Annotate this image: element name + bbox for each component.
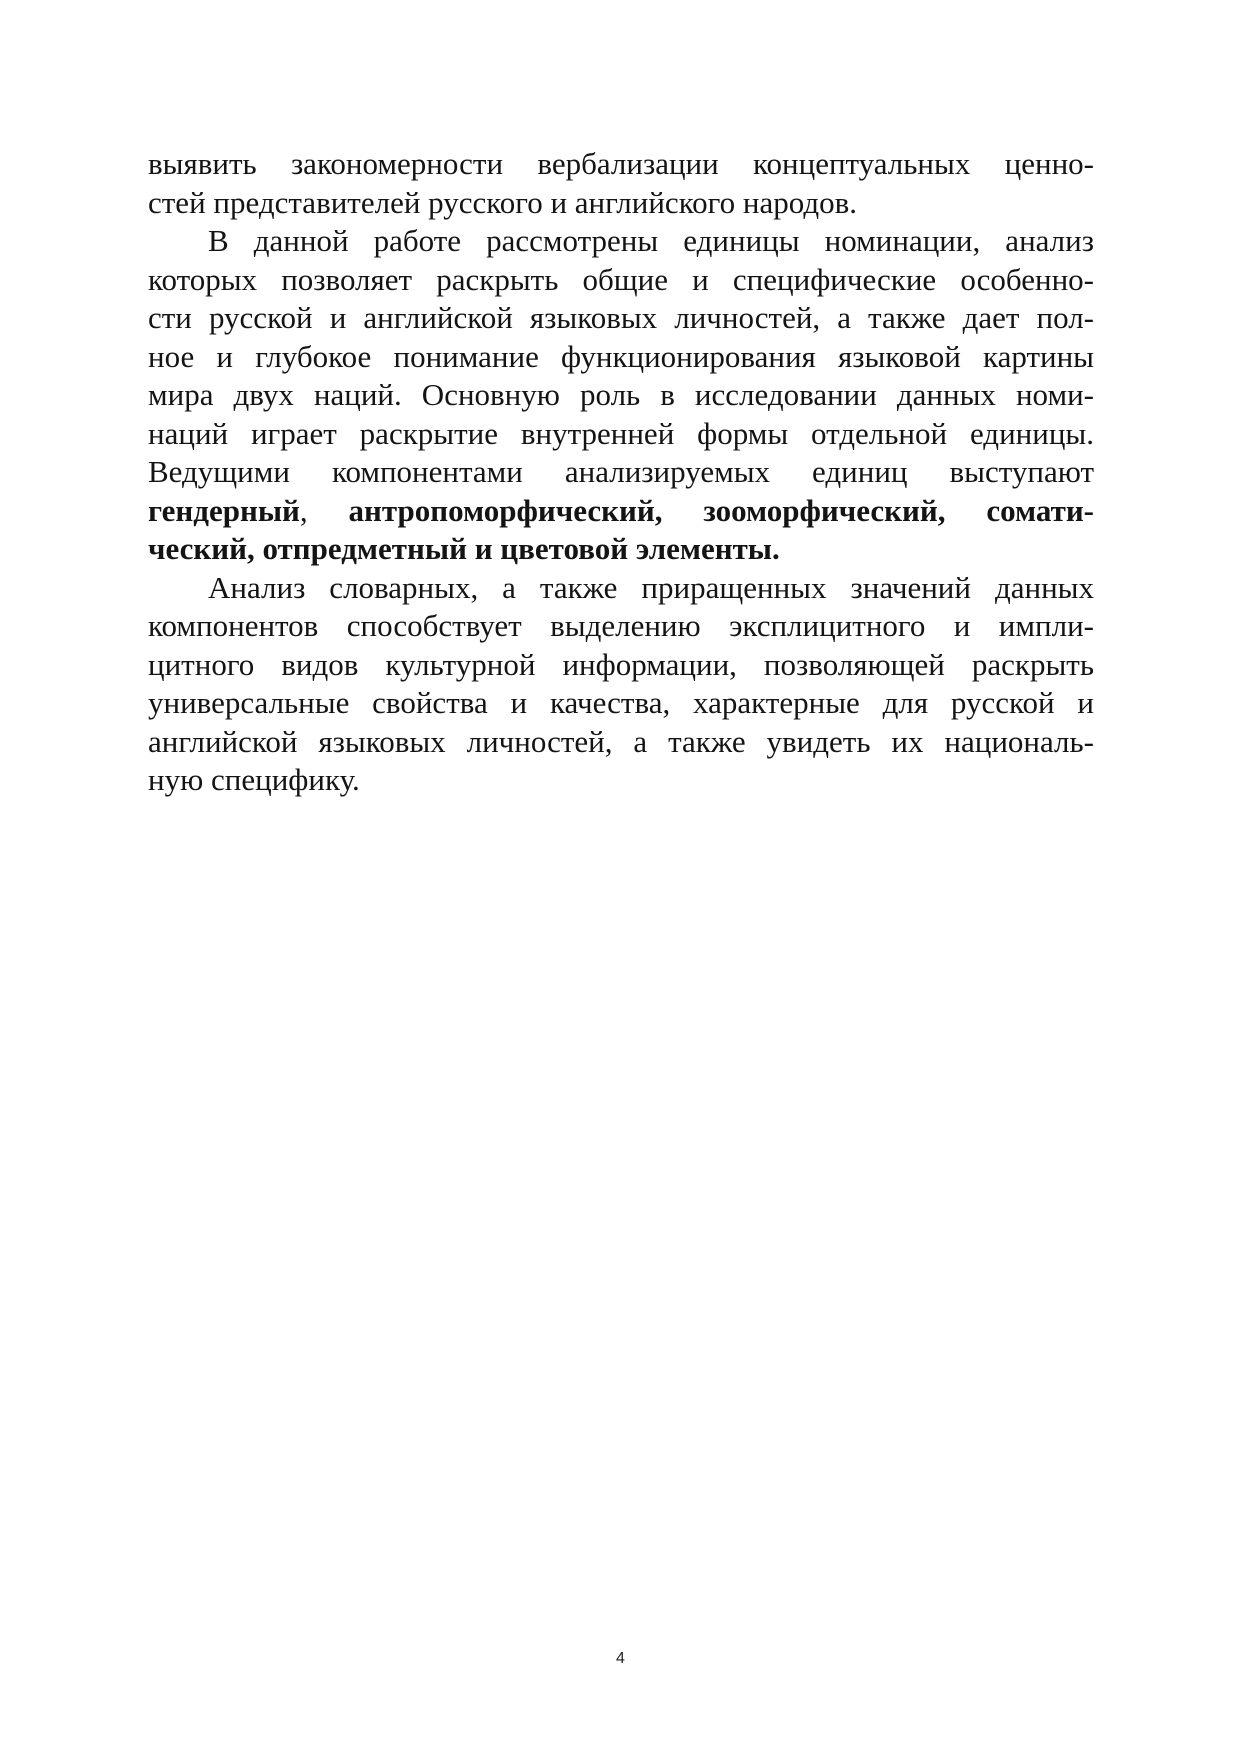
text-line: наций играет раскрытие внутренней формы отдельной единицы. [148,415,1094,451]
text-line: сти русской и английской языковых личностей, а также дает пол- [148,300,1094,335]
body-text [148,145,1094,800]
text-line-bold-terms [148,530,1094,569]
text-line: универсальные свойства и качества, характерные для русской и [148,685,1094,720]
text-line: цитного видов культурной информации, позволяющей раскрыть [148,646,1094,682]
text-line: компонентов способствует выделению эксплицитного и импли- [148,608,1094,643]
text-line: Ведущими компонентами анализируемых единиц выступают [148,454,1094,489]
text-line: которых позволяет раскрыть общие и специфические особенно- [148,261,1094,297]
text-line: английской языковых личностей, а также увидеть их националь- [148,723,1094,759]
bold-term: ческий, отпредметный и цветовой элементы. [148,531,780,566]
text-line: стей представителей русского и английского народов. [148,184,857,220]
page-number: 4 [616,1650,625,1667]
text-line: ную специфику. [148,762,360,797]
paragraph-first-line: Анализ словарных, а также приращенных значений данных [208,569,1094,605]
text-line-bold-terms [148,492,1094,531]
text-line: ное и глубокое понимание функционирования языковой картины [148,338,1094,374]
paragraph-first-line: В данной работе рассмотрены единицы номинации, анализ [208,223,1094,258]
text-line: выявить закономерности вербализации концептуальных ценно- [148,146,1094,181]
bold-term: гендерный [148,492,300,528]
text-line: мира двух наций. Основную роль в исследовании данных номи- [148,377,1094,412]
separator: , [299,492,349,528]
bold-term: антропоморфический, зооморфический, сомати- [348,492,1095,528]
